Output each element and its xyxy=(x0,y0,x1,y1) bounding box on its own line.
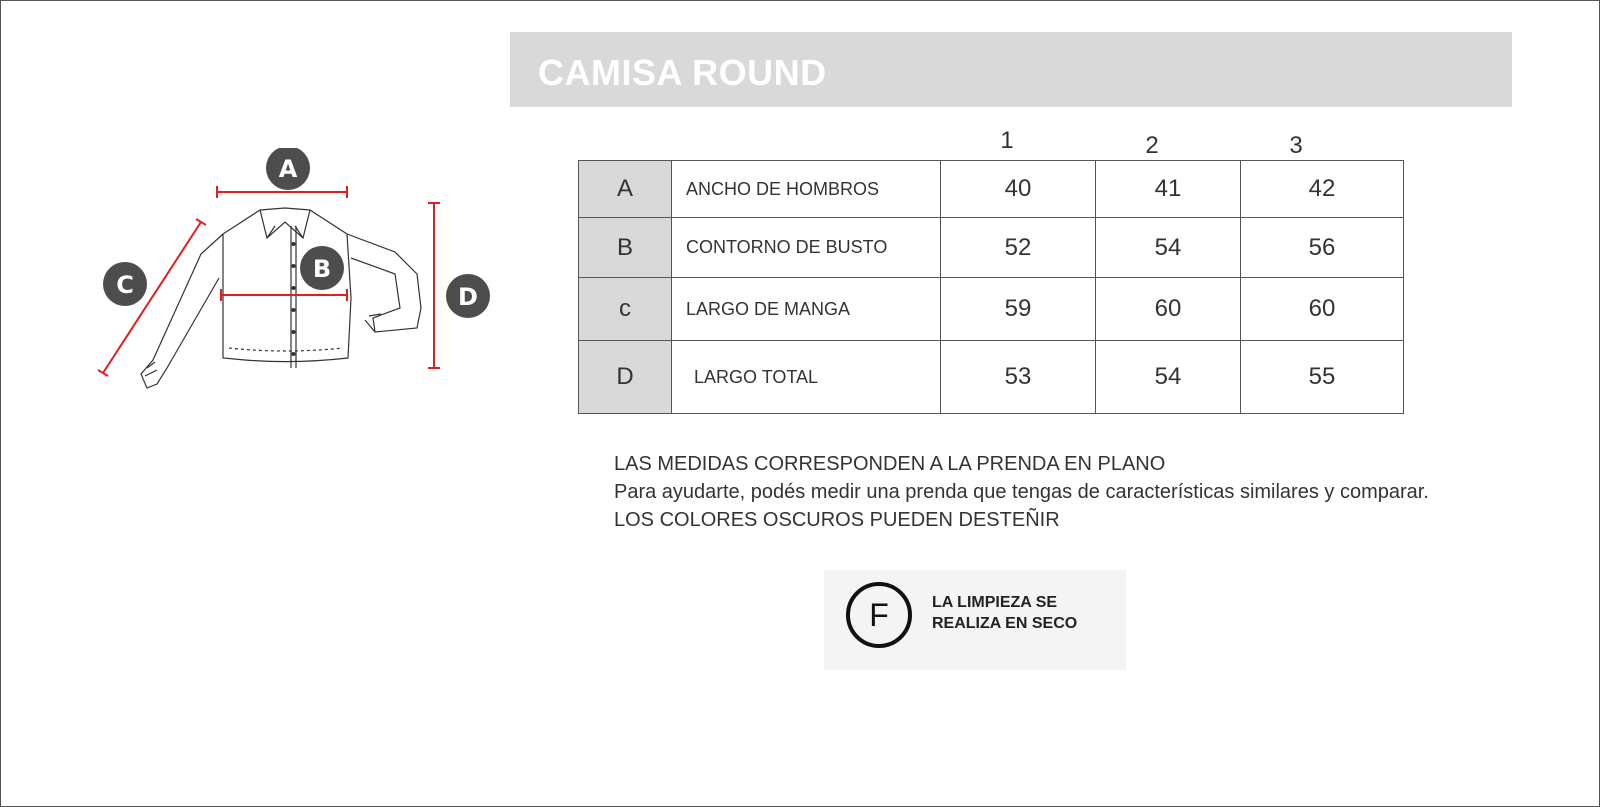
size-value: 55 xyxy=(1241,341,1404,414)
size-value: 54 xyxy=(1096,341,1241,414)
size-value: 60 xyxy=(1096,278,1241,341)
size-value: 56 xyxy=(1241,218,1404,278)
badge-d xyxy=(446,274,490,318)
care-line: REALIZA EN SECO xyxy=(932,615,1078,632)
size-header-3: 3 xyxy=(1289,132,1303,159)
size-value: 41 xyxy=(1096,161,1241,218)
size-value: 42 xyxy=(1241,161,1404,218)
page-title: CAMISA ROUND xyxy=(538,52,827,93)
size-header-2: 2 xyxy=(1145,132,1159,159)
badge-b xyxy=(300,246,344,290)
row-letter: c xyxy=(579,278,672,341)
note-line: Para ayudarte, podés medir una prenda que tengas de características similares y comparar. xyxy=(614,481,1429,503)
table-row xyxy=(579,341,1404,414)
table-row xyxy=(579,218,1404,278)
badge-b-label: B xyxy=(312,255,332,283)
badge-a-label: A xyxy=(278,155,298,183)
note-line: LAS MEDIDAS CORRESPONDEN A LA PRENDA EN PLANO xyxy=(614,453,1166,475)
measurement-notes xyxy=(614,450,1429,534)
size-value: 52 xyxy=(941,218,1096,278)
note-line: LOS COLORES OSCUROS PUEDEN DESTEÑIR xyxy=(614,509,1060,531)
title-bar xyxy=(510,32,1512,107)
size-value: 60 xyxy=(1241,278,1404,341)
row-label: LARGO DE MANGA xyxy=(672,278,941,341)
badge-d-label: D xyxy=(458,283,478,311)
size-value: 59 xyxy=(941,278,1096,341)
size-value: 53 xyxy=(941,341,1096,414)
dry-clean-icon: F xyxy=(846,582,912,648)
size-table xyxy=(578,160,1404,414)
care-text xyxy=(932,592,1077,634)
row-letter: D xyxy=(579,341,672,414)
table-row xyxy=(579,278,1404,341)
size-value: 40 xyxy=(941,161,1096,218)
badge-c xyxy=(103,262,147,306)
badge-a xyxy=(266,148,310,190)
row-label: ANCHO DE HOMBROS xyxy=(672,161,941,218)
shirt-outline-icon xyxy=(141,208,421,388)
care-line: LA LIMPIEZA SE xyxy=(932,594,1058,611)
row-label: LARGO TOTAL xyxy=(672,341,941,414)
size-value: 54 xyxy=(1096,218,1241,278)
size-header-1: 1 xyxy=(1000,127,1014,154)
row-letter: B xyxy=(579,218,672,278)
row-label: CONTORNO DE BUSTO xyxy=(672,218,941,278)
row-letter: A xyxy=(579,161,672,218)
shirt-diagram xyxy=(95,148,505,418)
table-row xyxy=(579,161,1404,218)
badge-c-label: C xyxy=(116,271,134,299)
care-instructions xyxy=(824,570,1126,670)
